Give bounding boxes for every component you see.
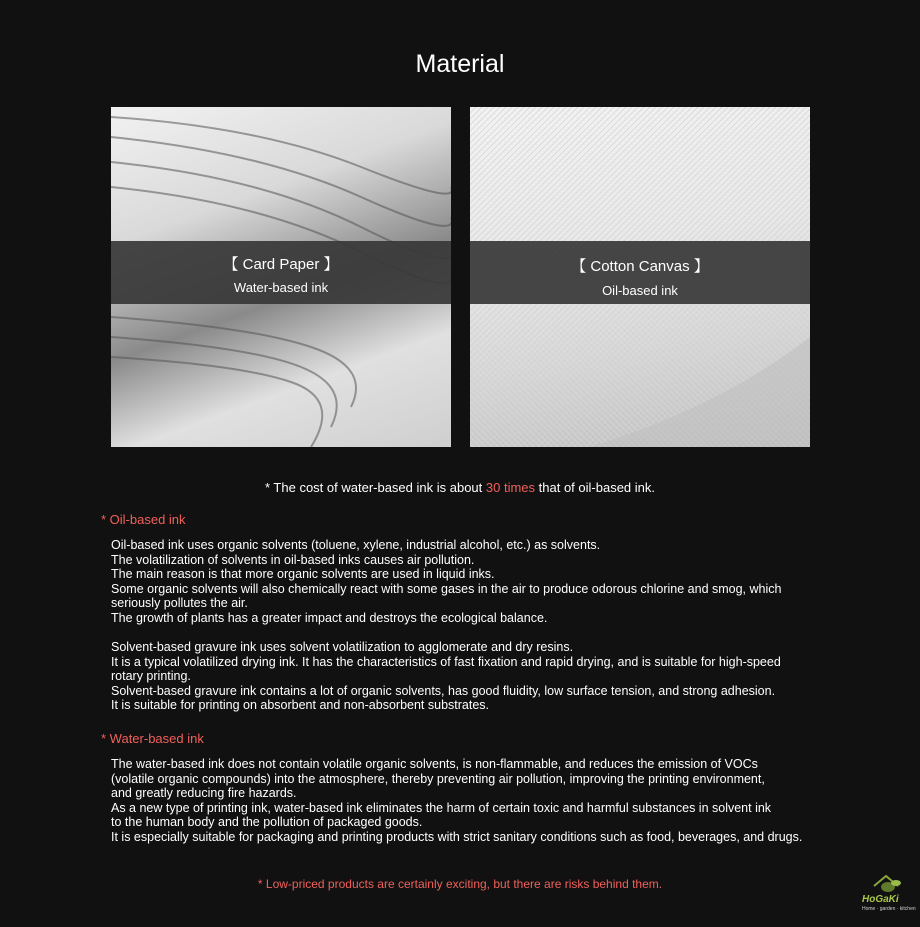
water-ink-heading: * Water-based ink xyxy=(101,731,204,746)
page-title: Material xyxy=(415,50,505,78)
cotton-canvas-image xyxy=(470,107,810,447)
card-paper-label-band xyxy=(111,241,451,304)
paragraph-line: Solvent-based gravure ink uses solvent volatilization to agglomerate and dry resins. xyxy=(111,640,574,654)
logo-tagline: Home · garden · kitchen xyxy=(862,906,916,912)
material-ink: Water-based ink xyxy=(233,280,329,295)
paragraph-line: Oil-based ink uses organic solvents (toluene, xylene, industrial alcohol, etc.) as solvents. xyxy=(111,538,601,552)
paragraph-line: The volatilization of solvents in oil-based inks causes air pollution. xyxy=(111,552,475,567)
cost-note-prefix: * The cost of water-based ink is about xyxy=(265,480,486,495)
material-name: 【 Cotton Canvas 】 xyxy=(571,258,709,275)
paragraph-line: to the human body and the pollution of packaged goods. xyxy=(111,815,423,830)
paragraph-line: and greatly reducing fire hazards. xyxy=(111,786,297,801)
paragraph-line: Some organic solvents will also chemically react with some gases in the air to produce odorous chlorine and smog, which xyxy=(111,581,782,596)
paragraph-line: It is especially suitable for packaging and printing products with strict sanitary conditions such as food, beverages, and drugs. xyxy=(111,829,803,844)
paragraph-line: The water-based ink does not contain volatile organic solvents, is non-flammable, and reduces the emission of VOCs xyxy=(111,757,758,771)
cost-note-highlight: 30 times xyxy=(485,480,536,495)
oil-ink-paragraph-2 xyxy=(111,640,851,713)
logo-brand: HoGaKi xyxy=(862,894,899,905)
material-name: 【 Card Paper 】 xyxy=(223,256,339,273)
paragraph-line: The main reason is that more organic solvents are used in liquid inks. xyxy=(111,567,495,582)
paragraph-line: Solvent-based gravure ink contains a lot of organic solvents, has good fluidity, low surface tension, and strong adhesion. xyxy=(111,683,776,698)
paragraph-line: It is a typical volatilized drying ink. It has the characteristics of fast fixation and rapid drying, and is suitable for high-speed xyxy=(111,654,781,669)
water-ink-paragraph xyxy=(111,757,871,845)
paragraph-line: As a new type of printing ink, water-based ink eliminates the harm of certain toxic and harmful substances in solvent ink xyxy=(111,800,772,815)
oil-ink-heading: * Oil-based ink xyxy=(101,512,186,527)
brand-logo xyxy=(860,872,916,916)
house-leaf-icon xyxy=(868,872,908,896)
card-paper-image xyxy=(111,107,451,447)
paragraph-line: (volatile organic compounds) into the atmosphere, thereby preventing air pollution, improving the printing environment, xyxy=(111,771,765,786)
cotton-canvas-label-band xyxy=(470,241,810,304)
paragraph-line: The growth of plants has a greater impact and destroys the ecological balance. xyxy=(111,610,548,625)
paragraph-line: seriously pollutes the air. xyxy=(111,596,248,611)
paragraph-line: rotary printing. xyxy=(111,669,191,684)
risk-note: * Low-priced products are certainly exciting, but there are risks behind them. xyxy=(257,877,663,891)
material-ink: Oil-based ink xyxy=(602,283,678,298)
oil-ink-paragraph-1 xyxy=(111,538,851,626)
cost-note-suffix: that of oil-based ink. xyxy=(535,480,655,495)
paragraph-line: It is suitable for printing on absorbent and non-absorbent substrates. xyxy=(111,698,490,713)
cost-note xyxy=(0,480,920,495)
